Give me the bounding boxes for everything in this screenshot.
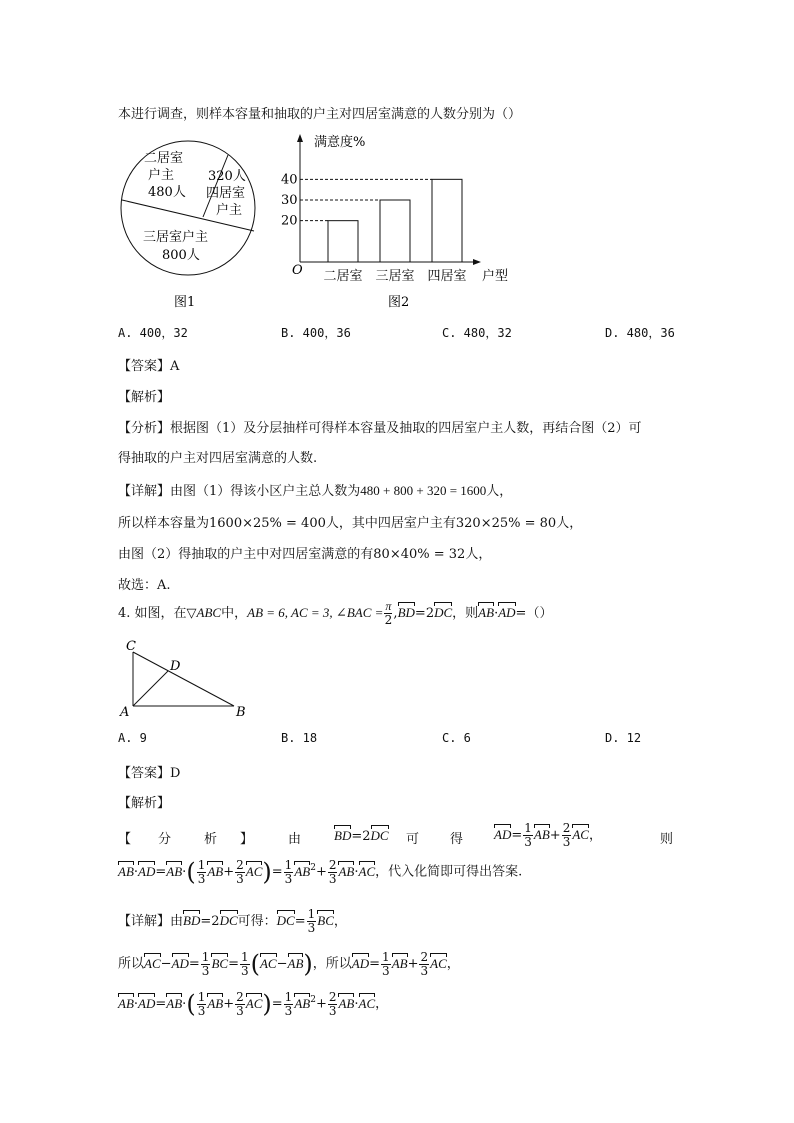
vec-dc: DC: [434, 605, 453, 620]
vec-bd-2: BD: [334, 828, 352, 843]
eq-12: =: [369, 956, 381, 972]
vec-ac-15: AC: [245, 995, 263, 1011]
plus-12: +: [407, 956, 419, 972]
bar-caption: 图2: [388, 295, 410, 310]
x-tick-label-0: 二居室: [323, 269, 363, 284]
q4-fenxi-line2: [118, 858, 522, 886]
pie-label-seg1-line2: 户主: [148, 168, 175, 183]
pie-label-seg2-line2: 四居室: [206, 186, 246, 201]
detail-kede: 可得：: [237, 914, 277, 929]
frac-num-2: 2: [562, 821, 571, 835]
fd: 3: [197, 871, 206, 886]
q4-ask: ，则: [452, 606, 479, 621]
dot-17: ·: [354, 996, 359, 1012]
fn12: 1: [284, 989, 293, 1004]
vec-ab-17: AB: [338, 995, 355, 1011]
q4-option-a: A. 9: [118, 731, 147, 745]
y-axis-arrow: [297, 134, 303, 142]
vec-ab-6: AB: [294, 863, 311, 879]
paren-close: ): [262, 858, 272, 886]
bar-0: [328, 221, 358, 262]
frac-1-3-d: [307, 908, 317, 935]
frac-num: 1: [524, 821, 532, 835]
vec-ab-16: AB: [294, 995, 311, 1011]
fenxi-cond: [334, 828, 389, 844]
q3-fenxi-line1: [118, 417, 642, 436]
vec-ac-17: AC: [358, 995, 376, 1011]
answer-tag: 【答案】: [118, 359, 171, 374]
plus-3: +: [315, 864, 327, 880]
vertex-a: A: [120, 705, 130, 720]
fenxi-de: 得: [450, 832, 464, 847]
eq-5: =: [271, 864, 283, 880]
fenxi-tail: ，代入化简即可得出答案.: [375, 864, 523, 880]
fn5: 1: [307, 907, 316, 921]
q3-detail-text1: 由图（1）得该小区户主总人数为: [170, 484, 361, 499]
q3-detail-text2b: 人，其中四居室户主有: [325, 516, 456, 531]
vec-ab-11: AB: [287, 955, 304, 971]
vec-ab-4: AB: [166, 863, 183, 879]
dot-3: ·: [133, 864, 139, 880]
vec-ad-3: AD: [138, 863, 156, 879]
fenxi-ke: 可: [406, 832, 420, 847]
vec-ac-7: AC: [358, 863, 376, 879]
q4-option-b: B. 18: [281, 731, 318, 745]
fd4: 3: [328, 871, 337, 886]
vec-ab-3: AB: [118, 863, 134, 879]
frac-1-3-a: [523, 822, 533, 849]
two-2: 2: [362, 829, 371, 844]
square-sup: 2: [310, 863, 316, 874]
fenxi-char-1: 分: [158, 832, 172, 847]
detail-tag-q4: 【详解】: [118, 914, 171, 929]
dot-14: ·: [182, 996, 187, 1012]
fd11: 3: [236, 1003, 244, 1018]
fn4: 2: [328, 857, 337, 872]
vec-ad: AD: [498, 605, 516, 620]
fenxi-char-2: 析: [204, 832, 218, 847]
vec-ab-7: AB: [338, 863, 355, 879]
q4-pi-frac: [384, 600, 392, 627]
fd5: 3: [307, 921, 316, 935]
vec-ac-10: AC: [144, 955, 161, 971]
pie-caption: 图1: [174, 295, 196, 310]
minus-11: −: [276, 956, 288, 972]
fd6: 3: [201, 963, 210, 978]
pie-chart-figure: [118, 138, 268, 328]
q4-comma: ,: [393, 606, 398, 621]
fd10: 3: [197, 1003, 206, 1018]
fn7: 1: [240, 949, 249, 964]
q3-detail-line2: [118, 512, 582, 531]
vec-ac-5: AC: [245, 863, 263, 879]
vec-ad-12: AD: [351, 955, 370, 971]
q3-answer: A: [170, 359, 180, 374]
q3-detail-text2a: 所以样本容量为: [118, 516, 210, 531]
y-tick-label-20: 20: [281, 213, 298, 229]
q4-two-coef: 2: [425, 606, 435, 621]
q3-fenxi-text1: 根据图（1）及分层抽样可得样本容量及抽取的四居室户主人数，再结合图（2）可: [170, 421, 642, 436]
vec-ac-12: AC: [430, 955, 447, 971]
vec-ab-13: AB: [118, 995, 134, 1011]
frac-2-3-a: [562, 822, 572, 849]
triangle-figure: [118, 636, 258, 722]
q4-triangle: ▽ABC: [186, 605, 222, 620]
q3-option-a: A. 400，32: [118, 326, 188, 340]
q3-detail-line1: [118, 480, 512, 499]
paren-close-3: ): [262, 990, 272, 1018]
plus-2: +: [223, 864, 235, 880]
pi-num: π: [385, 599, 392, 613]
q3-analysis-tag: 【解析】: [118, 390, 171, 405]
vec-ab-5: AB: [207, 863, 224, 879]
q3-detail-unit3: 人，: [465, 547, 492, 562]
detail-so-tail: ，所以: [312, 956, 352, 972]
frac-2-3-g: [419, 951, 429, 978]
q3-detail-math3: 80×40% = 32: [373, 547, 466, 562]
q4-option-d: D. 12: [605, 731, 642, 745]
fn11: 2: [236, 989, 244, 1004]
vec-ab-14: AB: [166, 995, 183, 1011]
q4-mid: 中，: [221, 606, 248, 621]
segment-ad: [133, 671, 168, 706]
frac-2-3-c: [328, 859, 338, 886]
vec-bc-10: BC: [211, 955, 229, 971]
vec-bd-8: BD: [183, 913, 201, 928]
q4-answer: D: [170, 766, 181, 781]
fenxi-tag: 【分析】: [118, 421, 171, 436]
q3-fenxi-line2: 得抽取的户主对四居室满意的人数.: [118, 451, 318, 466]
y-tick-label-30: 30: [281, 193, 298, 208]
plus-1: +: [549, 828, 561, 843]
q4-stem: [118, 600, 552, 627]
dot-13: ·: [133, 996, 139, 1012]
q3-detail-math2b: 320×25% = 80: [455, 516, 557, 531]
edge-cb: [133, 652, 234, 706]
fenxi-you: 由: [288, 832, 302, 847]
frac-2-3-b: [235, 859, 245, 886]
pie-label-seg1-line1: 二居室: [144, 151, 184, 166]
fd12: 3: [284, 1003, 293, 1018]
frac-den: 3: [524, 835, 532, 849]
fn3: 1: [284, 857, 293, 872]
vertex-c: C: [126, 639, 136, 654]
comma-2: ，: [588, 828, 602, 843]
eq-3: =: [511, 828, 523, 843]
eq-2: =: [351, 829, 363, 844]
minus-10: −: [160, 956, 172, 972]
q4-conditions: AB = 6, AC = 3, ∠BAC =: [247, 605, 384, 620]
frac-1-3-i: [284, 991, 294, 1018]
fd3: 3: [284, 871, 293, 886]
fn2: 2: [236, 857, 244, 872]
eq-4: =: [155, 864, 167, 880]
frac-1-3-f: [240, 951, 250, 978]
pie-label-seg3-line2: 800人: [162, 248, 200, 263]
vec-dc-8: DC: [219, 913, 238, 928]
frac-1-3-e: [201, 951, 211, 978]
comma-17: ，: [375, 996, 389, 1012]
eq-13: =: [155, 996, 167, 1012]
bar-2: [432, 179, 462, 262]
q4-option-c: C. 6: [442, 731, 471, 745]
fenxi-bracket-close: 】: [240, 832, 254, 847]
detail-tag: 【详解】: [118, 484, 171, 499]
eq-11: =: [228, 956, 239, 972]
origin-label: O: [292, 263, 303, 278]
eq-10: =: [188, 956, 200, 972]
fn10: 1: [197, 989, 206, 1004]
q4-eq: =: [414, 606, 426, 621]
square-sup-2: 2: [310, 995, 316, 1006]
plus-16: +: [315, 996, 327, 1012]
vertex-b: B: [236, 705, 246, 720]
q3-option-c: C. 480，32: [442, 326, 512, 340]
vec-ac-2: AC: [572, 827, 589, 842]
q4-analysis-tag: 【解析】: [118, 796, 171, 811]
q4-detail-line2: [118, 950, 460, 978]
frac-2-3-i: [328, 991, 338, 1018]
fd7: 3: [240, 963, 249, 978]
pi-den: 2: [384, 613, 393, 627]
y-axis-label: 满意度%: [314, 135, 366, 150]
answer-tag-q4: 【答案】: [118, 766, 171, 781]
vec-dc-9: DC: [276, 913, 295, 928]
frac-1-3-b: [197, 859, 207, 886]
paren-open: (: [186, 858, 196, 886]
bar-chart-figure: [278, 128, 528, 318]
intro-line: 本进行调查，则样本容量和抽取的户主对四居室满意的人数分别为（）: [118, 107, 522, 122]
detail-so: 所以: [118, 956, 145, 972]
q3-answer-line: [118, 355, 179, 374]
q3-detail-unit2: 人，: [556, 516, 583, 531]
q3-conclusion: 故选：A.: [118, 578, 171, 593]
plus-15: +: [223, 996, 235, 1012]
q3-detail-text3: 由图（2）得抽取的户主中对四居室满意的有: [118, 547, 374, 562]
vec-ad-13: AD: [138, 995, 156, 1011]
pie-label-seg2-line3: 户主: [216, 203, 243, 218]
vec-ab: AB: [478, 605, 495, 620]
fn6: 1: [201, 949, 210, 964]
vec-ac-11: AC: [259, 955, 277, 971]
frac-2-3-h: [235, 991, 245, 1018]
eq-9: =: [294, 914, 306, 929]
q3-detail-math1: 480 + 800 + 320 = 1600: [360, 483, 487, 498]
vec-dc-2: DC: [370, 828, 389, 843]
paren-open-2: (: [250, 950, 260, 978]
q3-detail-line3: [118, 543, 491, 562]
vec-ad-2: AD: [494, 827, 512, 842]
vec-bc-9: BC: [317, 913, 334, 928]
fenxi-ze: 则: [660, 832, 674, 847]
fd2: 3: [236, 871, 244, 886]
detail-intro: 由: [170, 914, 184, 929]
point-d: D: [170, 659, 181, 674]
fd13: 3: [328, 1003, 337, 1018]
frac-den-2: 3: [562, 835, 571, 849]
bar-1: [380, 200, 410, 262]
frac-1-3-h: [197, 991, 207, 1018]
vec-ab-2: AB: [533, 827, 550, 842]
dot-5: ·: [354, 864, 359, 880]
frac-1-3-g: [381, 951, 391, 978]
q4-detail-line1: [118, 908, 347, 935]
frac-1-3-c: [284, 859, 294, 886]
vec-ad-10: AD: [171, 955, 189, 971]
comma-9: ，: [333, 914, 347, 929]
eq-15: =: [271, 996, 283, 1012]
vec-ab-15: AB: [207, 995, 224, 1011]
fn8: 1: [382, 949, 390, 964]
q3-option-b: B. 400，36: [281, 326, 351, 340]
fenxi-bracket-open: 【: [118, 832, 132, 847]
x-tick-label-1: 三居室: [375, 269, 415, 284]
q3-detail-math2a: 1600×25% = 400: [209, 516, 326, 531]
pie-label-seg1-line3: 480人: [148, 185, 186, 200]
comma-12: ，: [446, 956, 460, 972]
q4-number: 4. 如图，在: [118, 606, 187, 621]
q4-detail-line3: [118, 990, 388, 1018]
x-axis-label: 户型: [482, 269, 509, 284]
q4-ask-tail: =（）: [515, 606, 553, 621]
q3-detail-unit1: 人，: [486, 484, 513, 499]
two-8: 2: [211, 914, 220, 929]
q4-answer-line: [118, 762, 180, 781]
fd9: 3: [420, 963, 429, 978]
paren-open-3: (: [186, 990, 196, 1018]
y-tick-label-40: 40: [281, 172, 298, 188]
fn: 1: [197, 857, 206, 872]
eq-8: =: [200, 914, 212, 929]
x-tick-label-2: 四居室: [427, 269, 467, 284]
dot-4: ·: [182, 864, 187, 880]
vec-ab-12: AB: [391, 955, 408, 971]
fd8: 3: [382, 963, 390, 978]
vec-bd: BD: [397, 605, 415, 620]
fn9: 2: [420, 949, 429, 964]
x-axis-arrow: [473, 259, 481, 265]
q3-option-d: D. 480，36: [605, 326, 675, 340]
fenxi-ad-expr: [494, 822, 602, 849]
pie-label-seg3-line1: 三居室户主: [143, 230, 209, 245]
q4-dot: ·: [494, 606, 499, 621]
pie-label-seg2-line1: 320人: [208, 169, 246, 184]
fn13: 2: [328, 989, 337, 1004]
paren-close-2: ): [303, 950, 313, 978]
